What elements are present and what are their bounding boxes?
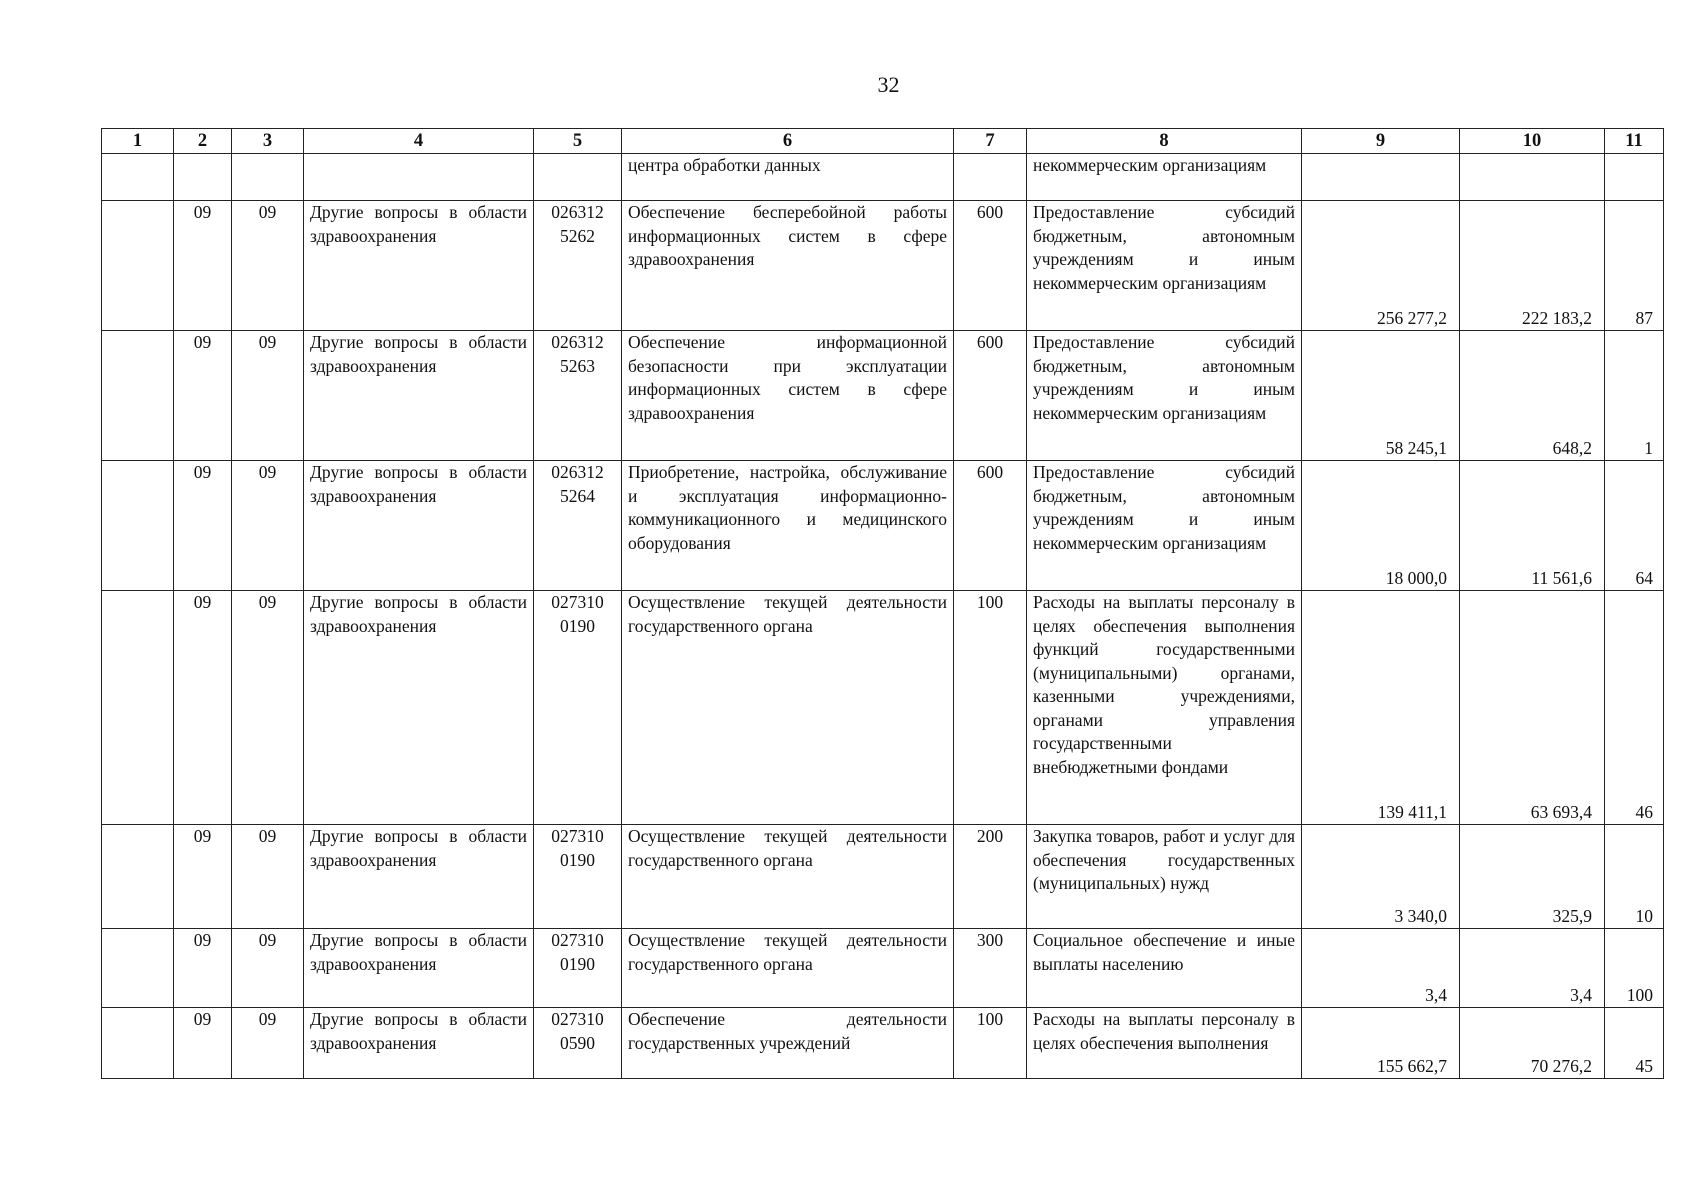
cell-article-name: Обеспечение бесперебойной работы информационных систем в сфере здравоохранения <box>622 201 954 331</box>
budget-table <box>101 128 1664 1079</box>
cell-executed: 3,4 <box>1460 929 1605 1008</box>
cell-percent: 87 <box>1605 201 1664 331</box>
cell-expense-type: 600 <box>954 461 1027 591</box>
cell-percent: 100 <box>1605 929 1664 1008</box>
cell-subsection: 09 <box>232 461 304 591</box>
cell-target-article: 027310 0190 <box>534 929 622 1008</box>
cell-expense-type: 600 <box>954 201 1027 331</box>
cell-target-article <box>534 154 622 201</box>
cell-percent: 46 <box>1605 591 1664 825</box>
cell-article-name: Осуществление текущей деятельности государственного органа <box>622 929 954 1008</box>
cell-expense-type <box>954 154 1027 201</box>
cell-expense-type-name: Расходы на выплаты персоналу в целях обеспечения выполнения функций государственными (муниципальными) органами, казенными учреждениями, органами управления государственными внебюджетными фондами <box>1027 591 1302 825</box>
cell-col1 <box>102 825 174 929</box>
table-row <box>102 929 1664 1008</box>
cell-plan: 155 662,7 <box>1302 1008 1460 1079</box>
cell-executed: 222 183,2 <box>1460 201 1605 331</box>
column-header: 10 <box>1460 129 1605 154</box>
cell-percent: 1 <box>1605 331 1664 461</box>
cell-expense-type-name: Предоставление субсидий бюджетным, автономным учреждениям и иным некоммерческим организациям <box>1027 201 1302 331</box>
cell-col1 <box>102 929 174 1008</box>
page-number: 32 <box>877 72 900 97</box>
cell-expense-type-name: некоммерческим организациям <box>1027 154 1302 201</box>
cell-subsection: 09 <box>232 591 304 825</box>
cell-plan: 3 340,0 <box>1302 825 1460 929</box>
cell-expense-type: 100 <box>954 591 1027 825</box>
cell-expense-type-name: Предоставление субсидий бюджетным, автономным учреждениям и иным некоммерческим организациям <box>1027 461 1302 591</box>
cell-subsection: 09 <box>232 201 304 331</box>
cell-expense-type: 100 <box>954 1008 1027 1079</box>
cell-subsection-name: Другие вопросы в области здравоохранения <box>304 331 534 461</box>
cell-article-name: Осуществление текущей деятельности государственного органа <box>622 591 954 825</box>
cell-target-article: 026312 5264 <box>534 461 622 591</box>
cell-expense-type-name: Закупка товаров, работ и услуг для обеспечения государственных (муниципальных) нужд <box>1027 825 1302 929</box>
cell-article-name: центра обработки данных <box>622 154 954 201</box>
cell-subsection-name: Другие вопросы в области здравоохранения <box>304 929 534 1008</box>
header-row <box>102 129 1664 154</box>
cell-subsection-name: Другие вопросы в области здравоохранения <box>304 591 534 825</box>
cell-section: 09 <box>174 1008 232 1079</box>
cell-executed: 11 561,6 <box>1460 461 1605 591</box>
cell-expense-type: 300 <box>954 929 1027 1008</box>
column-header: 8 <box>1027 129 1302 154</box>
column-header: 1 <box>102 129 174 154</box>
column-header: 7 <box>954 129 1027 154</box>
table-row <box>102 591 1664 825</box>
cell-subsection: 09 <box>232 1008 304 1079</box>
table-row <box>102 201 1664 331</box>
cell-section: 09 <box>174 201 232 331</box>
cell-subsection-name: Другие вопросы в области здравоохранения <box>304 825 534 929</box>
cell-article-name: Осуществление текущей деятельности государственного органа <box>622 825 954 929</box>
cell-target-article: 026312 5262 <box>534 201 622 331</box>
column-header: 4 <box>304 129 534 154</box>
cell-col1 <box>102 591 174 825</box>
cell-target-article: 027310 0190 <box>534 825 622 929</box>
cell-section <box>174 154 232 201</box>
cell-executed: 325,9 <box>1460 825 1605 929</box>
cell-percent <box>1605 154 1664 201</box>
cell-subsection <box>232 154 304 201</box>
cell-subsection-name: Другие вопросы в области здравоохранения <box>304 201 534 331</box>
cell-subsection-name <box>304 154 534 201</box>
column-header: 3 <box>232 129 304 154</box>
cell-col1 <box>102 201 174 331</box>
cell-executed: 70 276,2 <box>1460 1008 1605 1079</box>
cell-percent: 64 <box>1605 461 1664 591</box>
cell-subsection: 09 <box>232 331 304 461</box>
cell-subsection: 09 <box>232 929 304 1008</box>
cell-executed: 648,2 <box>1460 331 1605 461</box>
cell-percent: 45 <box>1605 1008 1664 1079</box>
cell-col1 <box>102 1008 174 1079</box>
cell-expense-type: 600 <box>954 331 1027 461</box>
cell-target-article: 027310 0190 <box>534 591 622 825</box>
column-header: 6 <box>622 129 954 154</box>
column-header: 9 <box>1302 129 1460 154</box>
column-header: 5 <box>534 129 622 154</box>
cell-expense-type-name: Предоставление субсидий бюджетным, автономным учреждениям и иным некоммерческим организациям <box>1027 331 1302 461</box>
cell-plan: 18 000,0 <box>1302 461 1460 591</box>
column-header: 2 <box>174 129 232 154</box>
cell-expense-type-name: Социальное обеспечение и иные выплаты населению <box>1027 929 1302 1008</box>
cell-article-name: Обеспечение информационной безопасности при эксплуатации информационных систем в сфере здравоохранения <box>622 331 954 461</box>
cell-subsection-name: Другие вопросы в области здравоохранения <box>304 1008 534 1079</box>
cell-plan: 139 411,1 <box>1302 591 1460 825</box>
cell-section: 09 <box>174 461 232 591</box>
cell-section: 09 <box>174 929 232 1008</box>
column-header: 11 <box>1605 129 1664 154</box>
table-row <box>102 825 1664 929</box>
cell-section: 09 <box>174 591 232 825</box>
cell-executed <box>1460 154 1605 201</box>
cell-section: 09 <box>174 825 232 929</box>
cell-subsection-name: Другие вопросы в области здравоохранения <box>304 461 534 591</box>
cell-percent: 10 <box>1605 825 1664 929</box>
cell-col1 <box>102 331 174 461</box>
cell-article-name: Приобретение, настройка, обслуживание и эксплуатация информационно-коммуникационного и медицинского оборудования <box>622 461 954 591</box>
cell-executed: 63 693,4 <box>1460 591 1605 825</box>
cell-article-name: Обеспечение деятельности государственных учреждений <box>622 1008 954 1079</box>
cell-subsection: 09 <box>232 825 304 929</box>
cell-plan: 58 245,1 <box>1302 331 1460 461</box>
cell-plan <box>1302 154 1460 201</box>
cell-plan: 256 277,2 <box>1302 201 1460 331</box>
table-row <box>102 461 1664 591</box>
cell-target-article: 026312 5263 <box>534 331 622 461</box>
table-row <box>102 1008 1664 1079</box>
table-row <box>102 331 1664 461</box>
cell-plan: 3,4 <box>1302 929 1460 1008</box>
cell-target-article: 027310 0590 <box>534 1008 622 1079</box>
cell-section: 09 <box>174 331 232 461</box>
cell-expense-type-name: Расходы на выплаты персоналу в целях обеспечения выполнения <box>1027 1008 1302 1079</box>
table-row <box>102 154 1664 201</box>
cell-expense-type: 200 <box>954 825 1027 929</box>
cell-col1 <box>102 154 174 201</box>
cell-col1 <box>102 461 174 591</box>
